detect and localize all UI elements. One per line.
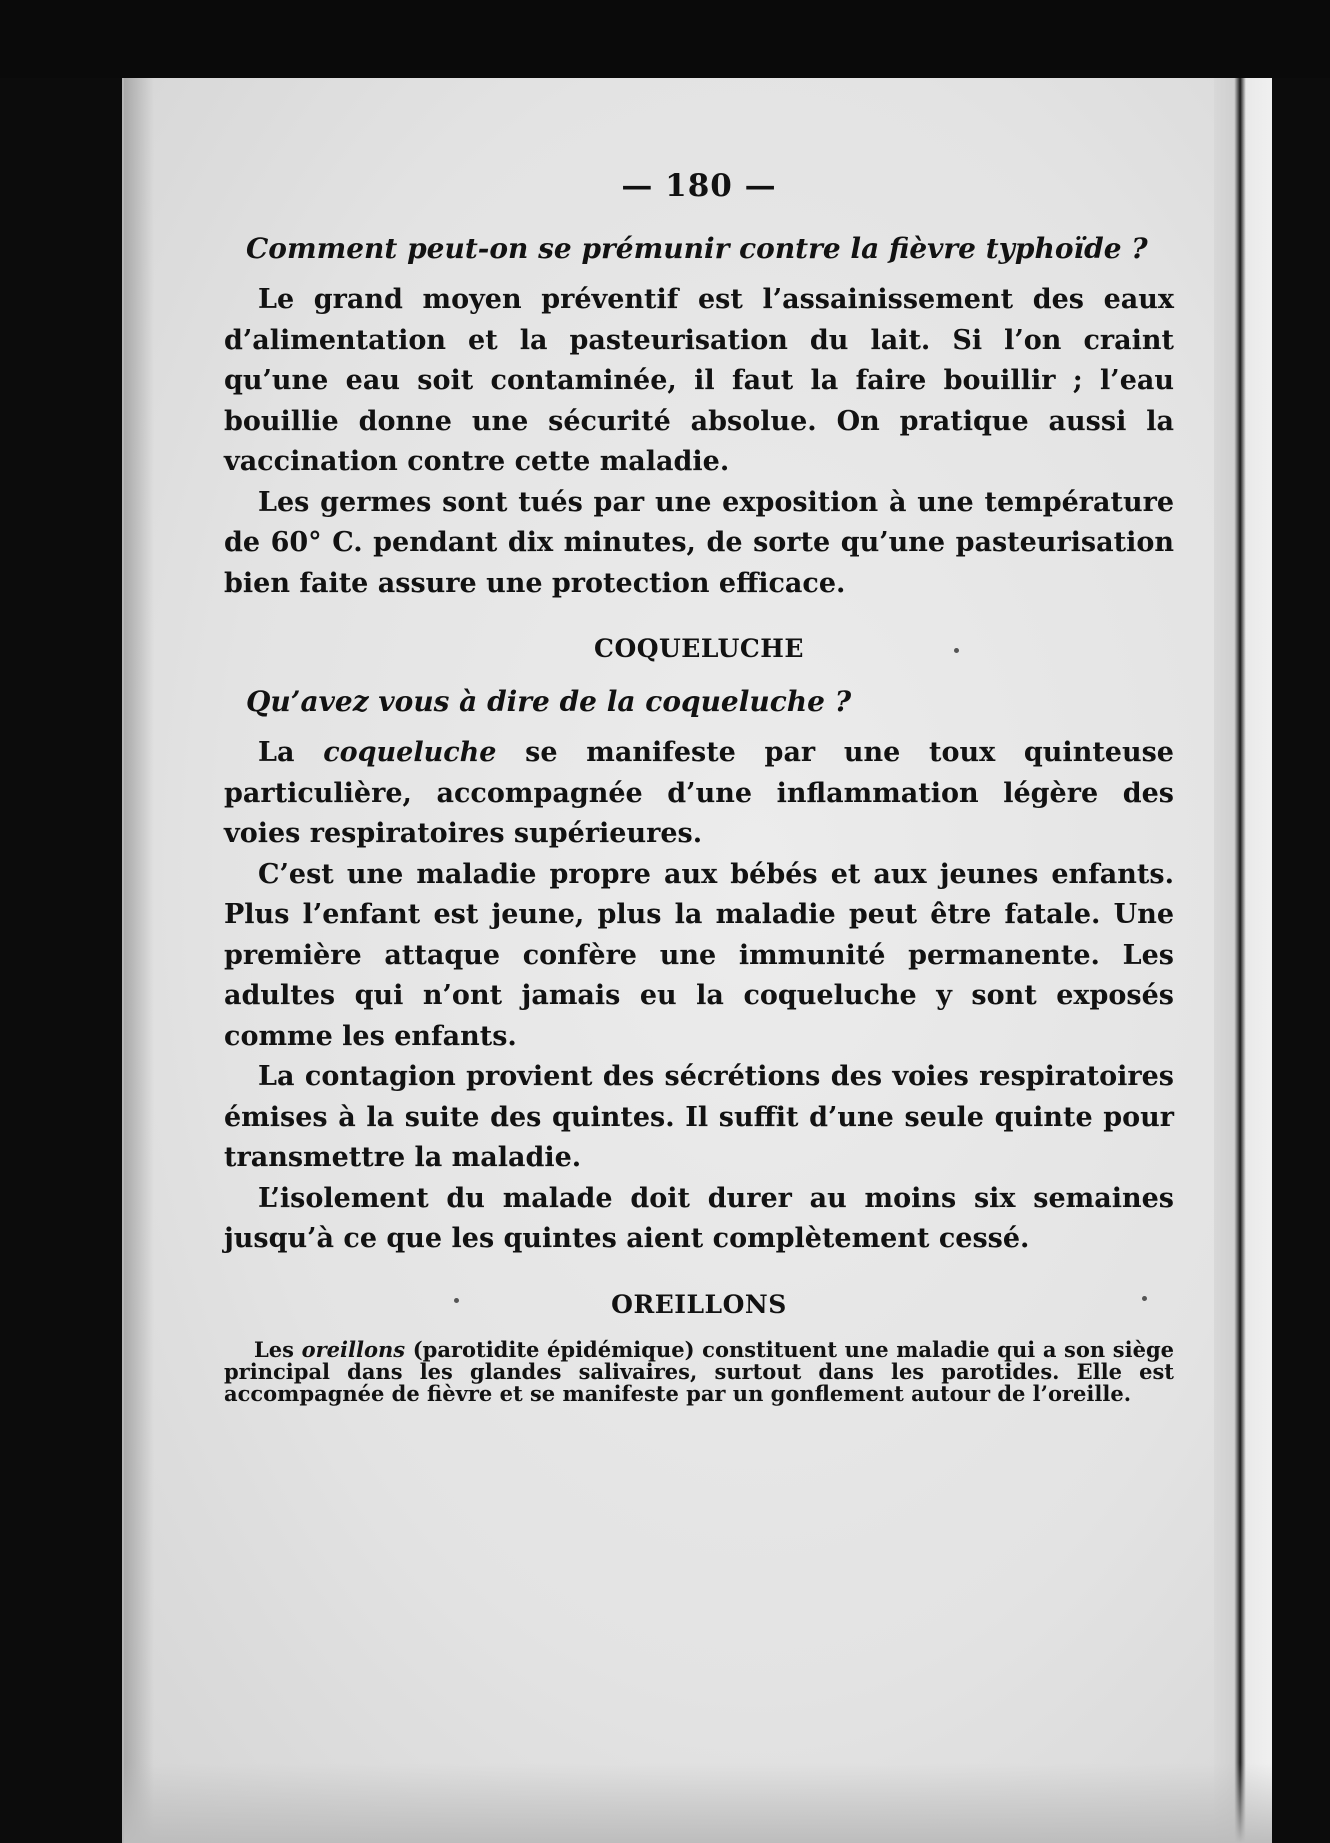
paragraph: La contagion provient des sécrétions des voies respiratoires émises à la suite des quintes. Il suffit d’une seule quinte pour transmettre la maladie. [224,1061,1174,1173]
paragraph: C’est une maladie propre aux bébés et aux jeunes enfants. Plus l’enfant est jeune, plus la maladie peut être fatale. Une première attaque confère une immunité permanente. Les adultes qui n’ont jamais eu la coqueluche y sont exposés comme les enfants. [224,858,1174,1052]
section-heading-oreillons: OREILLONS [611,1289,787,1319]
paragraph [224,733,1174,855]
paragraph: L’isolement du malade doit durer au moins six semaines jusqu’à ce que les quintes aient complètement cessé. [224,1182,1174,1254]
paragraph-small [224,1336,1174,1406]
paragraph-rest: (parotidite épidémique) constituent une maladie qui a son siège principal dans les glandes salivaires, surtout dans les parotides. Elle est accompagnée de fièvre et se manifeste par un gonflement autour de l’oreille. [224,1336,1174,1406]
term-oreillons: oreillons [301,1336,406,1362]
page-text [224,168,1174,1405]
section-heading-coqueluche: COQUELUCHE [594,634,804,663]
paragraph-start: Les [254,1336,302,1362]
scan-border-top [0,0,1330,78]
term-coqueluche: coqueluche [323,737,497,768]
question-typhoid: Comment peut-on se prémunir contre la fièvre typhoïde ? [246,232,1148,265]
page-gutter-shadow [124,78,154,1843]
paragraph: Le grand moyen préventif est l’assainissement des eaux d’alimentation et la pasteurisation du lait. Si l’on craint qu’une eau soit contaminée, il faut la faire bouillir ; l’eau bouillie donne une sécurité absolue. On pratique aussi la vaccination contre cette maladie. [224,284,1174,477]
paragraph-start: La [258,737,324,768]
page-number: — 180 — [621,168,777,204]
page-edge [1214,78,1272,1843]
paragraph: Les germes sont tués par une exposition à une température de 60° C. pendant dix minutes, de sorte qu’une pasteurisation bien faite assure une protection efficace. [224,486,1174,599]
question-coqueluche: Qu’avez vous à dire de la coqueluche ? [246,685,852,718]
paragraph-rest: se manifeste par une toux quinteuse particulière, accompagnée d’une inflammation légère des voies respiratoires supérieures. [224,737,1174,849]
page-bottom-shade [124,1763,1272,1843]
